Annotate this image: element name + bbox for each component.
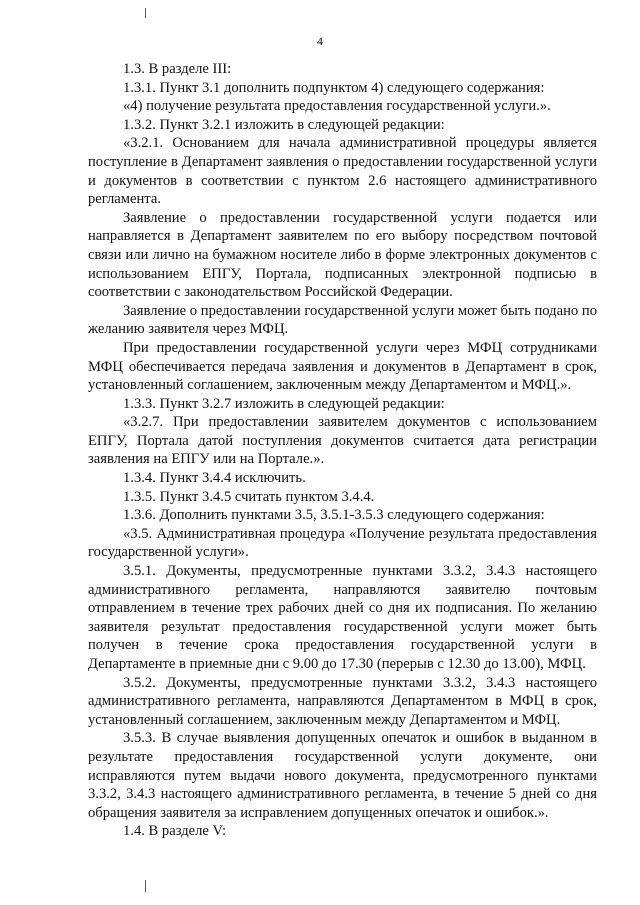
paragraph: Заявление о предоставлении государственной услуги может быть подано по желанию заявителя через МФЦ. — [88, 302, 597, 338]
paragraph: «3.2.1. Основанием для начала административной процедуры является поступление в Департамент заявления о предоставлении государственной услуги и документов в соответствии с пунктом 2.6 настоящего административного регламента. — [88, 135, 597, 208]
paragraph: При предоставлении государственной услуги через МФЦ сотрудниками МФЦ обеспечивается передача заявления и документов в Департамент в срок, установленный соглашением, заключенным между Департаментом и МФЦ.». — [88, 339, 597, 394]
document-body — [88, 60, 597, 841]
paragraph: 1.3.2. Пункт 3.2.1 изложить в следующей редакции: — [123, 116, 445, 133]
section-heading: 1.4. В разделе V: — [123, 823, 227, 840]
paragraph: 3.5.2. Документы, предусмотренные пунктами 3.3.2, 3.4.3 настоящего административного регламента, направляются Департаментом в МФЦ в срок, установленный соглашением, заключенным между Департаментом и МФЦ. — [88, 674, 597, 728]
scan-mark-top — [145, 8, 146, 18]
paragraph: Заявление о предоставлении государственной услуги подается или направляется в Департамент заявителем по его выбору посредством почтовой связи или лично на бумажном носителе либо в форме электронных документов с использованием ЕПГУ, Портала, подписанных электронной подписью в соответствии с законодательством Российской Федерации. — [88, 209, 597, 301]
page-number: 4 — [317, 34, 323, 48]
paragraph: 3.5.3. В случае выявления допущенных опечаток и ошибок в выданном в результате предоставления государственной услуги документе, они исправляются путем выдачи нового документа, предусмотренного пунктами 3.3.2, 3.4.3 настоящего административного регламента, в течение 5 дней со дня обращения заявителя за исправлением допущенных опечаток и ошибок.». — [88, 730, 597, 821]
paragraph: 3.5.1. Документы, предусмотренные пунктами 3.3.2, 3.4.3 настоящего административного регламента, направляются заявителю почтовым отправлением в течение трех рабочих дней со дня их подписания. По желанию заявителя результат предоставления государственной услуги может быть получен в течение срока предоставления государственной услуги в Департаменте в приемные дни с 9.00 до 17.30 (перерыв с 12.30 до 13.00), МФЦ. — [88, 563, 597, 672]
paragraph: «3.5. Административная процедура «Получение результата предоставления государственной услуги». — [88, 525, 597, 561]
paragraph: 1.3.3. Пункт 3.2.7 изложить в следующей редакции: — [123, 395, 445, 412]
scan-mark-bottom — [145, 880, 146, 892]
section-heading: 1.3. В разделе III: — [123, 61, 232, 77]
paragraph: 1.3.1. Пункт 3.1 дополнить подпунктом 4) следующего содержания: — [123, 79, 545, 96]
paragraph: 1.3.5. Пункт 3.4.5 считать пунктом 3.4.4. — [123, 488, 375, 505]
paragraph: «4) получение результата предоставления государственной услуги.». — [123, 98, 551, 115]
paragraph: 1.3.4. Пункт 3.4.4 исключить. — [123, 470, 306, 487]
paragraph: 1.3.6. Дополнить пунктами 3.5, 3.5.1-3.5.3 следующего содержания: — [123, 507, 545, 524]
paragraph: «3.2.7. При предоставлении заявителем документов с использованием ЕПГУ, Портала датой поступления документов считается дата регистрации заявления на ЕПГУ или на Портале.». — [88, 414, 597, 468]
